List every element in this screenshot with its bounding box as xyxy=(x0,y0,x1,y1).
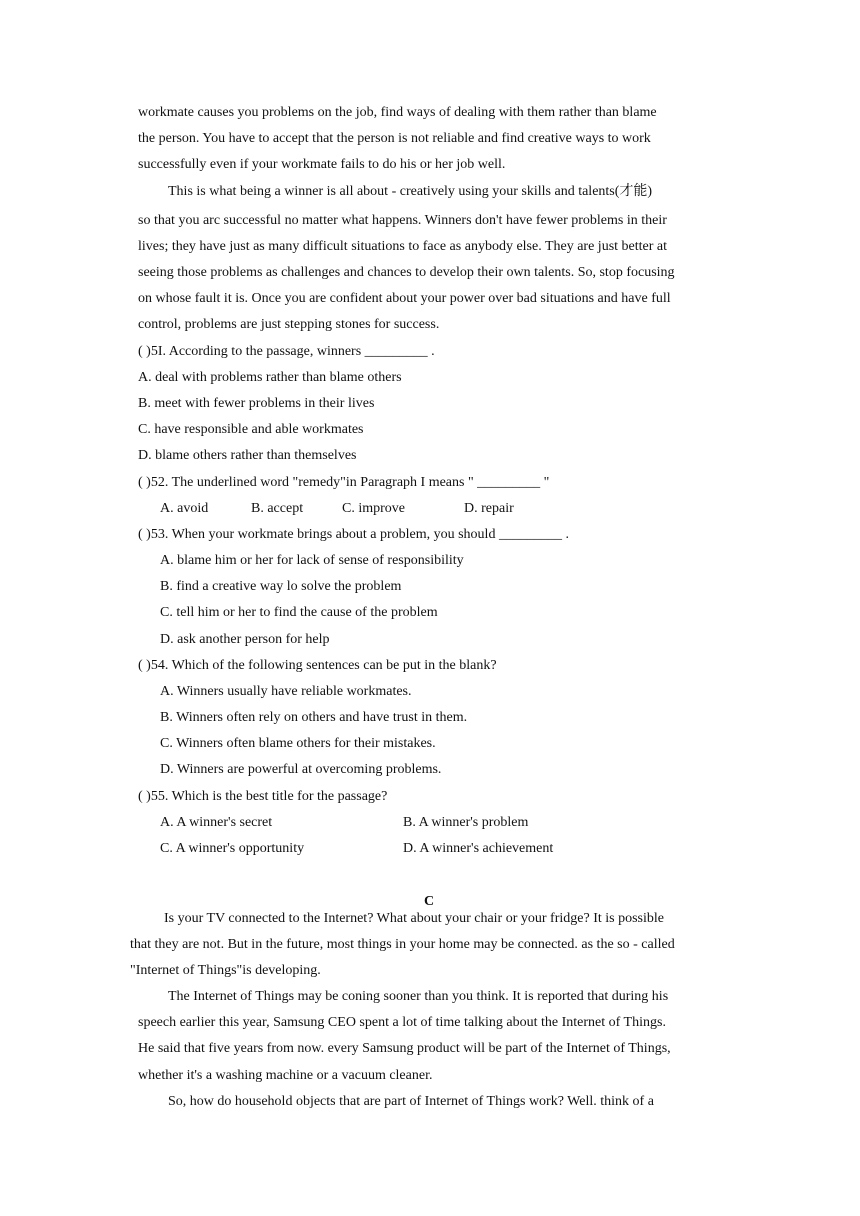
passage-b-line: workmate causes you problems on the job, find ways of dealing with them rather than blame xyxy=(138,105,657,120)
passage-c-line: that they are not. But in the future, most things in your home may be connected. as the so - called xyxy=(130,937,675,952)
question-52-option-d: D. repair xyxy=(464,501,514,516)
passage-c-line: speech earlier this year, Samsung CEO spent a lot of time talking about the Internet of Things. xyxy=(138,1015,666,1030)
question-54-stem: ( )54. Which of the following sentences can be put in the blank? xyxy=(138,658,497,673)
question-51-option-a: A. deal with problems rather than blame others xyxy=(138,370,402,385)
question-54-option-b: B. Winners often rely on others and have trust in them. xyxy=(160,710,468,725)
passage-b-line: lives; they have just as many difficult situations to face as anybody else. They are just better at xyxy=(138,239,668,254)
question-52-option-b: B. accept xyxy=(251,501,304,516)
question-52-stem: ( )52. The underlined word "remedy"in Paragraph I means " _________ " xyxy=(138,475,550,490)
passage-b-line: the person. You have to accept that the person is not reliable and find creative ways to work xyxy=(138,131,651,146)
question-54-option-c: C. Winners often blame others for their mistakes. xyxy=(160,736,436,751)
question-51-option-c: C. have responsible and able workmates xyxy=(138,422,364,437)
passage-b-line: seeing those problems as challenges and chances to develop their own talents. So, stop focusing xyxy=(138,265,675,280)
passage-b-line: control, problems are just stepping stones for success. xyxy=(138,317,440,332)
question-55-stem: ( )55. Which is the best title for the passage? xyxy=(138,789,388,804)
passage-b-line: on whose fault it is. Once you are confident about your power over bad situations and have full xyxy=(138,291,671,306)
question-54-option-d: D. Winners are powerful at overcoming problems. xyxy=(160,762,442,777)
passage-b-line: successfully even if your workmate fails to do his or her job well. xyxy=(138,157,506,172)
passage-b-line: This is what being a winner is all about - creatively using your skills and talents(才能) xyxy=(168,184,653,199)
question-53-option-d: D. ask another person for help xyxy=(160,632,330,647)
question-55-option-d: D. A winner's achievement xyxy=(403,841,554,856)
question-51-option-d: D. blame others rather than themselves xyxy=(138,448,357,463)
passage-c-line: "Internet of Things"is developing. xyxy=(130,963,321,978)
passage-c-line: He said that five years from now. every Samsung product will be part of the Internet of Things, xyxy=(138,1041,671,1056)
passage-c-line: The Internet of Things may be coning sooner than you think. It is reported that during his xyxy=(168,989,669,1004)
question-53-option-a: A. blame him or her for lack of sense of responsibility xyxy=(160,553,464,568)
question-53-option-c: C. tell him or her to find the cause of the problem xyxy=(160,605,438,620)
question-51-option-b: B. meet with fewer problems in their lives xyxy=(138,396,375,411)
question-54-option-a: A. Winners usually have reliable workmates. xyxy=(160,684,412,699)
question-55-option-c: C. A winner's opportunity xyxy=(160,841,305,856)
question-55-option-b: B. A winner's problem xyxy=(403,815,529,830)
question-52-option-c: C. improve xyxy=(342,501,405,516)
passage-c-line: Is your TV connected to the Internet? What about your chair or your fridge? It is possible xyxy=(164,911,664,926)
question-51-stem: ( )5I. According to the passage, winners _________ . xyxy=(138,344,435,359)
passage-b-line: so that you arc successful no matter what happens. Winners don't have fewer problems in their xyxy=(138,213,667,228)
question-53-option-b: B. find a creative way lo solve the problem xyxy=(160,579,402,594)
question-52-option-a: A. avoid xyxy=(160,501,209,516)
passage-c-line: whether it's a washing machine or a vacuum cleaner. xyxy=(138,1068,433,1083)
passage-c-line: So, how do household objects that are part of Internet of Things work? Well. think of a xyxy=(168,1094,654,1109)
question-53-stem: ( )53. When your workmate brings about a problem, you should _________ . xyxy=(138,527,569,542)
passage-c-heading: C xyxy=(424,894,435,909)
question-55-option-a: A. A winner's secret xyxy=(160,815,273,830)
